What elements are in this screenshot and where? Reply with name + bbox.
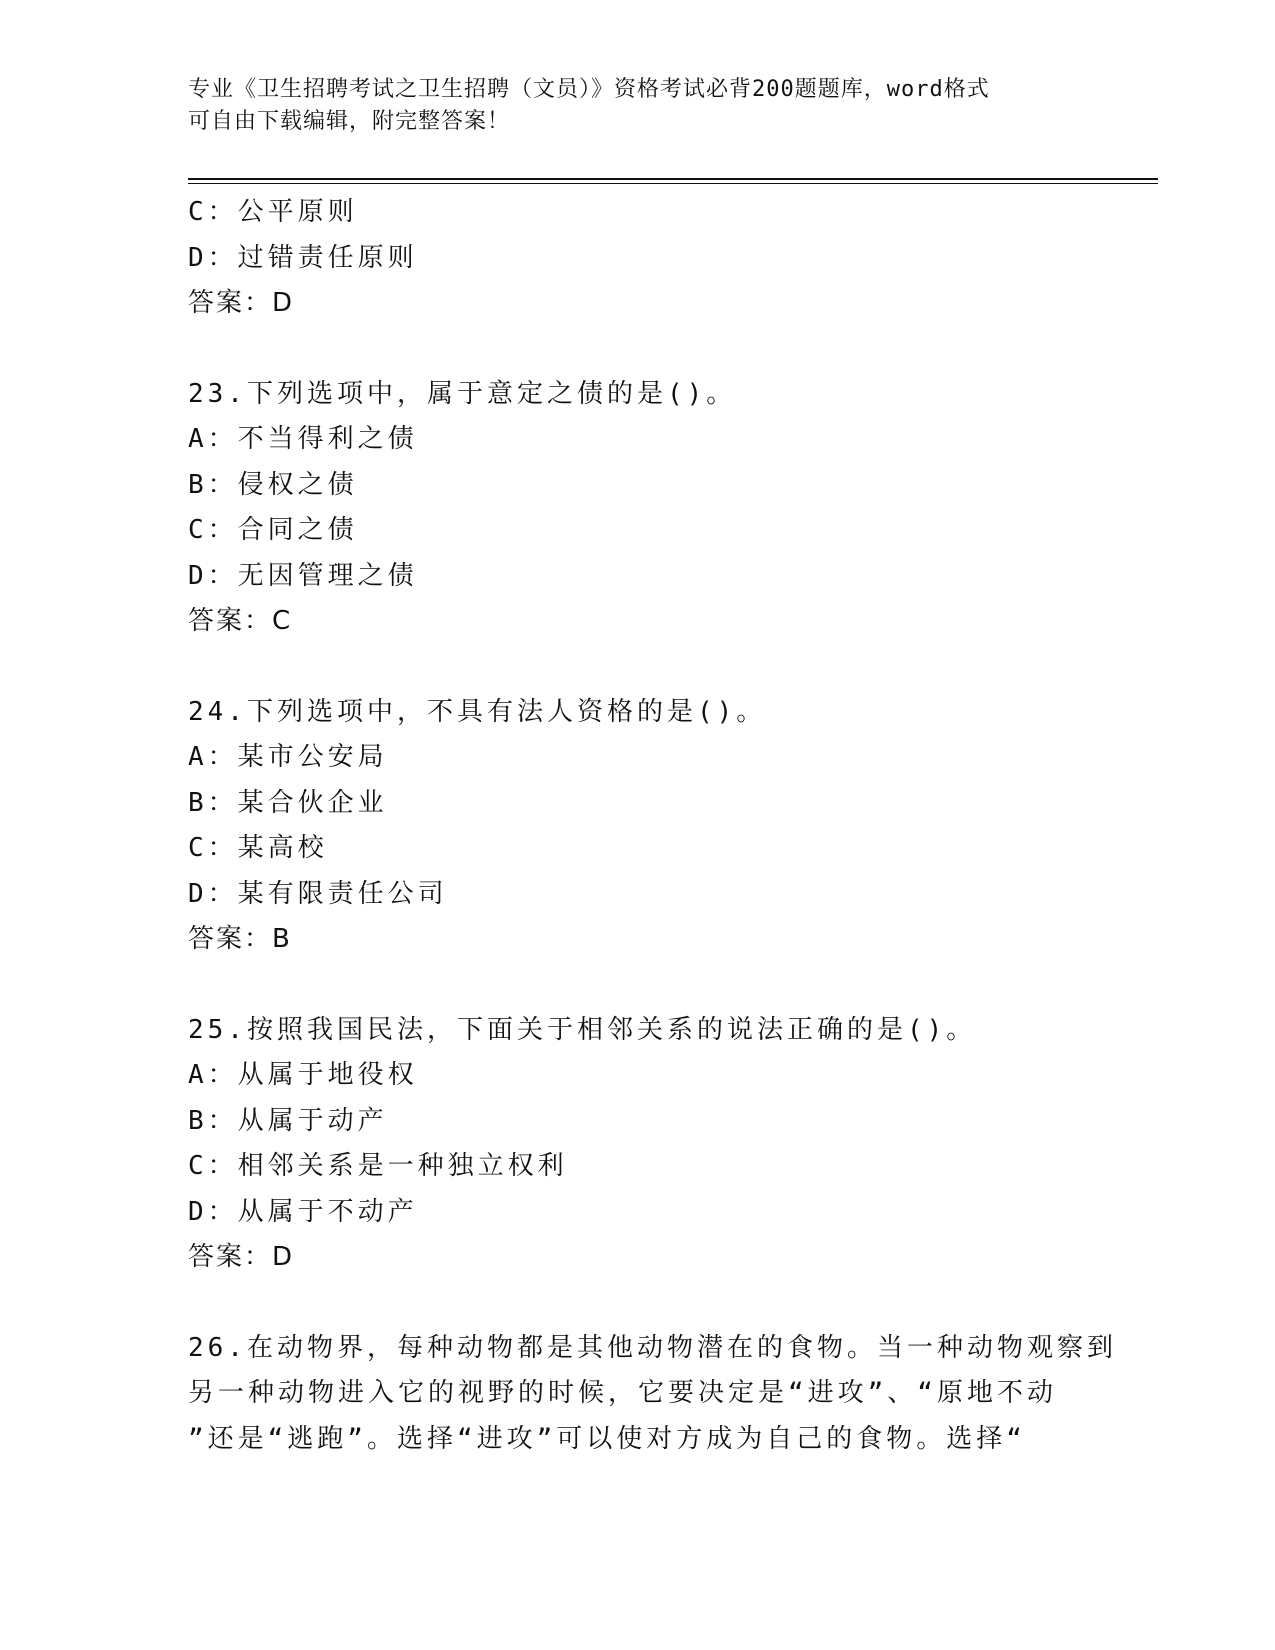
- question-23: [188, 372, 1088, 645]
- header-title-line-2: 可自由下载编辑，附完整答案！: [188, 109, 511, 134]
- question-stem: 25.按照我国民法，下面关于相邻关系的说法正确的是()。: [188, 1014, 977, 1045]
- option-a: A：从属于地役权: [188, 1060, 418, 1090]
- question-26: [188, 1326, 1117, 1463]
- question-stem: 24.下列选项中，不具有法人资格的是()。: [188, 696, 767, 727]
- option-d: D：无因管理之债: [188, 560, 418, 591]
- document-body: [188, 190, 1117, 1462]
- spacer: [188, 963, 1088, 1008]
- header-title-line-1: 专业《卫生招聘考试之卫生招聘（文员）》资格考试必背200题题库，word格式: [188, 77, 990, 102]
- option-a: A：某市公安局: [188, 742, 388, 772]
- option-c: C：公平原则: [188, 197, 358, 227]
- question-stem-line-2: 另一种动物进入它的视野的时候，它要决定是“进攻”、“原地不动: [188, 1378, 1057, 1408]
- option-a: A：不当得利之债: [188, 424, 418, 454]
- option-d: D：过错责任原则: [188, 242, 418, 273]
- question-25: [188, 1008, 1088, 1281]
- answer-line: 答案：D: [188, 1242, 295, 1272]
- answer-line: 答案：C: [188, 606, 293, 636]
- option-c: C：某高校: [188, 833, 328, 863]
- question-22-tail: [188, 190, 1088, 327]
- spacer: [188, 645, 1088, 690]
- option-c: C：相邻关系是一种独立权利: [188, 1151, 568, 1181]
- question-stem-line-1: 26.在动物界，每种动物都是其他动物潜在的食物。当一种动物观察到: [188, 1332, 1117, 1363]
- option-b: B：从属于动产: [188, 1105, 388, 1136]
- option-d: D：从属于不动产: [188, 1196, 418, 1227]
- question-stem: 23.下列选项中，属于意定之债的是()。: [188, 378, 737, 409]
- spacer: [188, 1281, 1088, 1326]
- answer-line: 答案：B: [188, 924, 292, 954]
- option-b: B：侵权之债: [188, 469, 358, 500]
- answer-line: 答案：D: [188, 288, 295, 318]
- header-divider-thin: [188, 183, 1158, 184]
- header-divider-thick: [188, 178, 1158, 180]
- question-stem-line-3: ”还是“逃跑”。选择“进攻”可以使对方成为自己的食物。选择“: [188, 1423, 1026, 1454]
- page-header: [188, 74, 1088, 138]
- question-24: [188, 690, 1088, 963]
- option-d: D：某有限责任公司: [188, 878, 448, 909]
- spacer: [188, 327, 1088, 372]
- option-c: C：合同之债: [188, 515, 358, 545]
- option-b: B：某合伙企业: [188, 787, 388, 818]
